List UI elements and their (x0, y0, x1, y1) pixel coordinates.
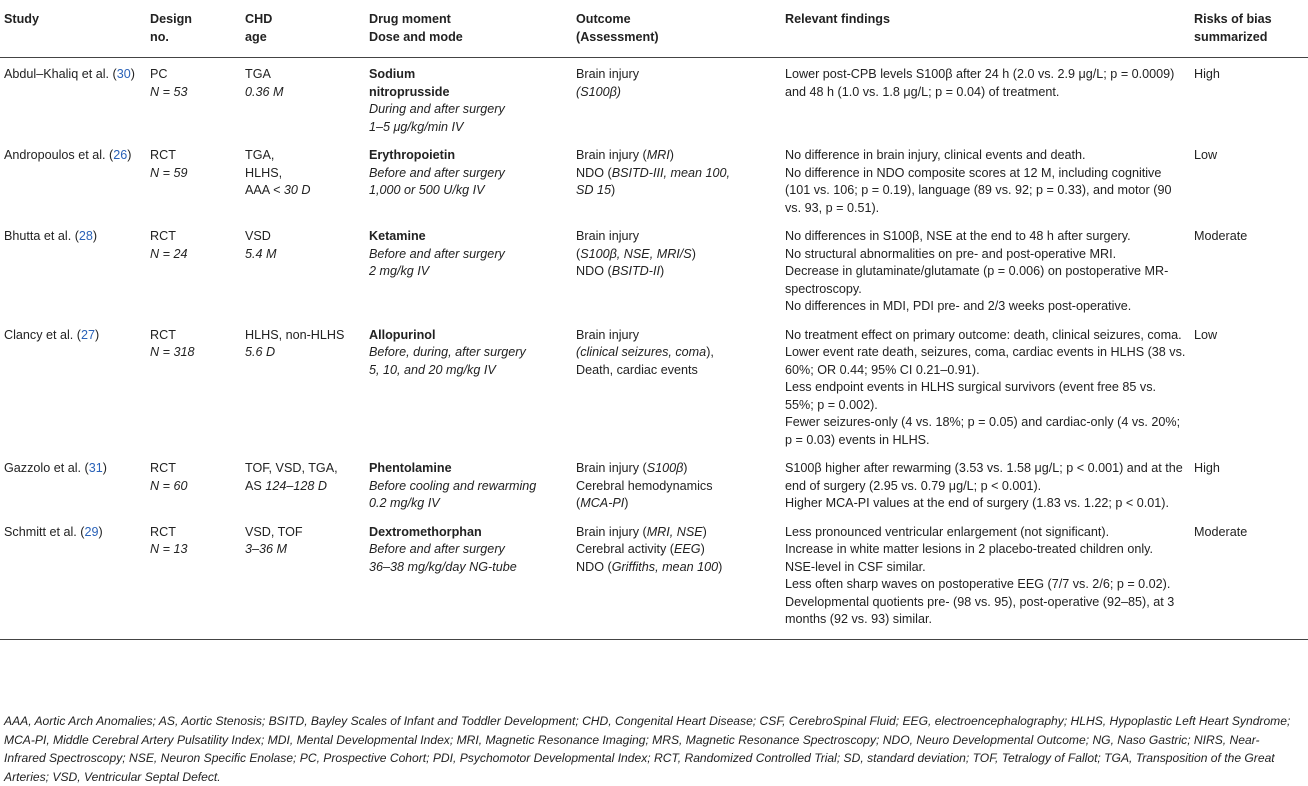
drug-cell (365, 319, 572, 453)
drug-moment: Before, during, after surgery (369, 345, 526, 359)
outcome-segment: Brain injury ( (576, 524, 647, 539)
outcome-line (576, 478, 777, 496)
study-cell (0, 319, 146, 453)
outcome-segment: SD 15 (576, 183, 612, 197)
patient-age: 0.36 M (245, 84, 284, 99)
design-type: RCT (150, 148, 176, 162)
drug-name: Sodium nitroprusside (369, 67, 450, 99)
finding-item: Lower post-CPB levels S100β after 24 h (2.0 vs. 2.9 μg/L; p = 0.0009) and 48 h (1.0 vs. 1.8 μg/L; p = 0.04) of treatment. (785, 67, 1175, 99)
patient-age: 124–128 D (265, 478, 327, 493)
column-header-line: age (245, 30, 267, 44)
outcome-segment: (S100β) (576, 84, 621, 99)
outcome-segment: Death, cardiac events (576, 362, 698, 377)
drug-moment: Before and after surgery (369, 246, 505, 261)
patient-age: 5.4 M (245, 246, 277, 261)
column-header-line: Study (4, 12, 39, 26)
outcome-segment: BSITD-II (611, 264, 660, 278)
outcome-segment: MRI, NSE (646, 524, 703, 539)
drug-moment: Before cooling and rewarming (369, 478, 537, 493)
outcome-line (576, 228, 777, 246)
column-header (1190, 0, 1308, 58)
study-name: Andropoulos et al. ( (4, 148, 114, 162)
risk-of-bias-cell (1190, 452, 1308, 516)
outcome-line (576, 263, 777, 281)
findings-cell (781, 452, 1190, 516)
study-cell (0, 452, 146, 516)
outcome-line (576, 165, 777, 183)
outcome-segment: (clinical seizures, coma (576, 345, 707, 359)
sample-size: N = 13 (150, 542, 188, 556)
finding-item: Fewer seizures-only (4 vs. 18%; p = 0.05) and cardiac-only (4 vs. 20%; p = 0.03) events in HLHS. (785, 415, 1181, 447)
drug-name: Allopurinol (369, 327, 436, 342)
outcome-segment: NDO ( (576, 559, 612, 574)
reference-link[interactable]: 30 (116, 67, 131, 81)
risk-of-bias-cell (1190, 139, 1308, 220)
drug-dose: 5, 10, and 20 mg/kg IV (369, 362, 496, 377)
risk-of-bias-value: Moderate (1194, 524, 1248, 539)
finding-item: Decrease in glutaminate/glutamate (p = 0.006) on postoperative MR-spectroscopy. (785, 264, 1169, 296)
finding-item: No differences in MDI, PDI pre- and 2/3 weeks post-operative. (785, 299, 1132, 313)
study-name: Abdul–Khaliq et al. ( (4, 67, 117, 81)
design-type: PC (150, 67, 168, 81)
outcome-segment: ) (624, 496, 629, 510)
drug-name: Phentolamine (369, 461, 452, 475)
drug-dose: 1–5 μg/kg/min IV (369, 119, 464, 134)
study-name-close: ) (127, 148, 132, 162)
outcome-segment: MCA-PI (580, 496, 625, 510)
finding-item: Less pronounced ventricular enlargement (not significant). (785, 524, 1110, 539)
outcome-cell (572, 516, 781, 640)
design-cell (146, 220, 241, 319)
sample-size: N = 318 (150, 345, 195, 359)
finding-item: Less often sharp waves on postoperative EEG (7/7 vs. 2/6; p = 0.02). (785, 577, 1171, 591)
design-type: RCT (150, 327, 176, 342)
column-header (572, 0, 781, 58)
outcome-segment: EEG (673, 542, 701, 556)
outcome-segment: MRI (646, 148, 670, 162)
outcome-segment: Brain injury (576, 229, 639, 243)
design-cell (146, 516, 241, 640)
outcome-cell (572, 139, 781, 220)
drug-name: Dextromethorphan (369, 524, 482, 539)
drug-dose: 1,000 or 500 U/kg IV (369, 183, 485, 197)
study-name-close: ) (130, 67, 135, 81)
design-cell (146, 319, 241, 453)
design-type: RCT (150, 461, 176, 475)
outcome-segment: ( (576, 496, 581, 510)
outcome-segment: ) (659, 264, 665, 278)
drug-moment: Before and after surgery (369, 542, 505, 556)
drug-cell (365, 220, 572, 319)
study-name-close: ) (102, 461, 107, 475)
finding-item: Higher MCA-PI values at the end of surgery (1.83 vs. 1.22; p < 0.01). (785, 496, 1169, 510)
table-row (0, 58, 1308, 140)
risk-of-bias-cell (1190, 220, 1308, 319)
study-cell (0, 139, 146, 220)
drug-name: Ketamine (369, 229, 426, 243)
outcome-segment: Brain injury ( (576, 461, 647, 475)
outcome-line (576, 495, 777, 513)
outcome-line (576, 246, 777, 264)
reference-link[interactable]: 27 (81, 327, 96, 342)
outcome-line (576, 524, 777, 542)
outcome-cell (572, 319, 781, 453)
column-header (241, 0, 365, 58)
table-body (0, 58, 1308, 640)
table-row (0, 452, 1308, 516)
study-name-close: ) (98, 524, 103, 539)
outcome-segment: ) (702, 524, 707, 539)
column-header-line: Relevant findings (785, 12, 890, 26)
study-cell (0, 58, 146, 140)
outcome-segment: S100β (646, 461, 684, 475)
column-header (146, 0, 241, 58)
outcome-segment: Cerebral hemodynamics (576, 478, 713, 493)
chd-age-cell (241, 58, 365, 140)
finding-item: Lower event rate death, seizures, coma, cardiac events in HLHS (38 vs. 60%; OR 0.44; 95% CI 0.21–0.91). (785, 345, 1186, 377)
outcome-segment: ) (683, 461, 688, 475)
finding-item: No differences in S100β, NSE at the end to 48 h after surgery. (785, 229, 1131, 243)
column-header-line: Design (150, 12, 192, 26)
risk-of-bias-cell (1190, 516, 1308, 640)
column-header (781, 0, 1190, 58)
chd-type: TGA (245, 67, 271, 81)
drug-name: Erythropoietin (369, 148, 456, 162)
findings-cell (781, 220, 1190, 319)
study-name: Bhutta et al. ( (4, 229, 79, 243)
outcome-line (576, 182, 777, 200)
outcome-segment: Cerebral activity ( (576, 542, 674, 556)
chd-type: VSD (245, 229, 271, 243)
finding-item: Less endpoint events in HLHS surgical survivors (event free 85 vs. 55%; p = 0.002). (785, 380, 1156, 412)
drug-dose: 2 mg/kg IV (369, 264, 430, 278)
column-header-line: no. (150, 30, 169, 44)
outcome-cell (572, 220, 781, 319)
drug-cell (365, 139, 572, 220)
risk-of-bias-value: Low (1194, 148, 1218, 162)
design-type: RCT (150, 229, 176, 243)
design-cell (146, 58, 241, 140)
risk-of-bias-value: Low (1194, 327, 1218, 342)
column-header-line: Dose and mode (369, 30, 463, 44)
finding-item: S100β higher after rewarming (3.53 vs. 1.58 μg/L; p < 0.001) and at the end of surgery (2.95 vs. 0.79 μg/L; p < 0.001). (785, 461, 1183, 493)
study-cell (0, 220, 146, 319)
sample-size: N = 24 (150, 246, 188, 261)
patient-age: 3–36 M (245, 542, 288, 556)
study-name: Schmitt et al. ( (4, 524, 85, 539)
drug-cell (365, 452, 572, 516)
chd-age-cell (241, 516, 365, 640)
outcome-segment: NDO ( (576, 165, 612, 180)
outcome-segment: ) (700, 542, 705, 556)
study-name-close: ) (95, 327, 100, 342)
sample-size: N = 59 (150, 165, 188, 180)
outcome-segment: ) (718, 559, 723, 574)
patient-age: 5.6 D (245, 345, 276, 359)
chd-age-cell (241, 319, 365, 453)
column-header-line: (Assessment) (576, 30, 659, 44)
outcome-segment: ) (669, 148, 674, 162)
column-header (365, 0, 572, 58)
abbreviations-footnote: AAA, Aortic Arch Anomalies; AS, Aortic Stenosis; BSITD, Bayley Scales of Infant and Toddler Development; CHD, Congenital Heart Disease; CSF, CerebroSpinal Fluid; EEG, electroencephalography; HLHS, Hypoplastic Left Heart Syndrome; MCA-PI, Middle Cerebral Artery Pulsatility Index; MDI, Mental Developmental Index; MRI, Magnetic Resonance Imaging; MRS, Magnetic Resonance Spectroscopy; NDO, Neuro Developmental Outcome; NG, Naso Gastric; NIRS, Near-Infrared Spectroscopy; NSE, Neuron Specific Enolase; PC, Prospective Cohort; PDI, Psychomotor Developmental Index; RCT, Randomized Controlled Trial; SD, standard deviation; TOF, Tetralogy of Fallot; TGA, Transposition of the Great Arteries; VSD, Ventricular Septal Defect. (4, 714, 1291, 784)
finding-item: NSE-level in CSF similar. (785, 559, 926, 574)
sample-size: N = 60 (150, 478, 188, 493)
drug-dose: 36–38 mg/kg/day NG-tube (369, 559, 517, 574)
outcome-segment: Griffiths, mean 100 (611, 559, 719, 574)
outcome-segment: NDO ( (576, 264, 612, 278)
finding-item: No difference in NDO composite scores at 12 M, including cognitive (101 vs. 106; p = 0.19), language (89 vs. 92; p = 0.33), and motor (90 vs. 93, p = 0.51). (785, 165, 1172, 215)
outcome-cell (572, 452, 781, 516)
chd-age-cell (241, 452, 365, 516)
column-header-line: Risks of bias (1194, 12, 1272, 26)
study-name-close: ) (92, 229, 98, 243)
outcome-segment: BSITD-III, mean 100, (611, 165, 730, 180)
outcome-segment: Brain injury (576, 327, 639, 342)
finding-item: No treatment effect on primary outcome: death, clinical seizures, coma. (785, 327, 1182, 342)
findings-cell (781, 58, 1190, 140)
header-row (0, 0, 1308, 58)
outcome-segment: ( (576, 246, 581, 261)
outcome-segment: ) (691, 246, 696, 261)
finding-item: Increase in white matter lesions in 2 placebo-treated children only. (785, 542, 1153, 556)
risk-of-bias-value: High (1194, 461, 1220, 475)
outcome-line (576, 460, 777, 478)
finding-item: No difference in brain injury, clinical events and death. (785, 148, 1086, 162)
outcome-line (576, 344, 777, 362)
risk-of-bias-cell (1190, 319, 1308, 453)
drug-cell (365, 516, 572, 640)
risk-of-bias-cell (1190, 58, 1308, 140)
finding-item: Developmental quotients pre- (98 vs. 95), post-operative (92–85), at 3 months (92 vs. 93) similar. (785, 594, 1175, 626)
findings-cell (781, 139, 1190, 220)
design-type: RCT (150, 524, 176, 539)
study-name: Gazzolo et al. ( (4, 461, 89, 475)
drug-moment: During and after surgery (369, 102, 505, 116)
table-row (0, 516, 1308, 640)
outcome-line (576, 84, 777, 102)
chd-type: TOF, VSD, TGA, AS (245, 461, 338, 493)
drug-dose: 0.2 mg/kg IV (369, 496, 440, 510)
chd-type: HLHS, non-HLHS (245, 327, 345, 342)
risk-of-bias-value: Moderate (1194, 229, 1248, 243)
outcome-line (576, 66, 777, 84)
chd-age-cell (241, 139, 365, 220)
chd-type: VSD, TOF (245, 524, 303, 539)
reference-link[interactable]: 31 (88, 461, 103, 475)
outcome-line (576, 559, 777, 577)
patient-age: < 30 D (273, 183, 311, 197)
table-row (0, 139, 1308, 220)
drug-moment: Before and after surgery (369, 165, 505, 180)
outcome-segment: Brain injury (576, 67, 639, 81)
chd-age-cell (241, 220, 365, 319)
reference-link[interactable]: 28 (78, 229, 93, 243)
outcome-segment: ) (611, 183, 616, 197)
outcome-line (576, 327, 777, 345)
study-cell (0, 516, 146, 640)
column-header-line: summarized (1194, 30, 1268, 44)
reference-link[interactable]: 29 (84, 524, 99, 539)
outcome-segment: Brain injury ( (576, 148, 647, 162)
findings-cell (781, 319, 1190, 453)
chd-type: TGA, HLHS, AAA (245, 148, 283, 197)
outcome-segment: S100β, NSE, MRI/S (580, 246, 692, 261)
outcome-segment: ), (706, 345, 714, 359)
finding-item: No structural abnormalities on pre- and post-operative MRI. (785, 246, 1117, 261)
table-row (0, 319, 1308, 453)
findings-cell (781, 516, 1190, 640)
reference-link[interactable]: 26 (113, 148, 128, 162)
column-header-line: CHD (245, 12, 273, 26)
column-header-line: Outcome (576, 12, 631, 26)
risk-of-bias-value: High (1194, 67, 1220, 81)
design-cell (146, 452, 241, 516)
study-name: Clancy et al. ( (4, 327, 81, 342)
outcome-line (576, 362, 777, 380)
outcome-line (576, 147, 777, 165)
sample-size: N = 53 (150, 84, 188, 99)
outcome-line (576, 541, 777, 559)
column-header-line: Drug moment (369, 12, 451, 26)
column-header (0, 0, 146, 58)
table-row (0, 220, 1308, 319)
design-cell (146, 139, 241, 220)
outcome-cell (572, 58, 781, 140)
drug-cell (365, 58, 572, 140)
